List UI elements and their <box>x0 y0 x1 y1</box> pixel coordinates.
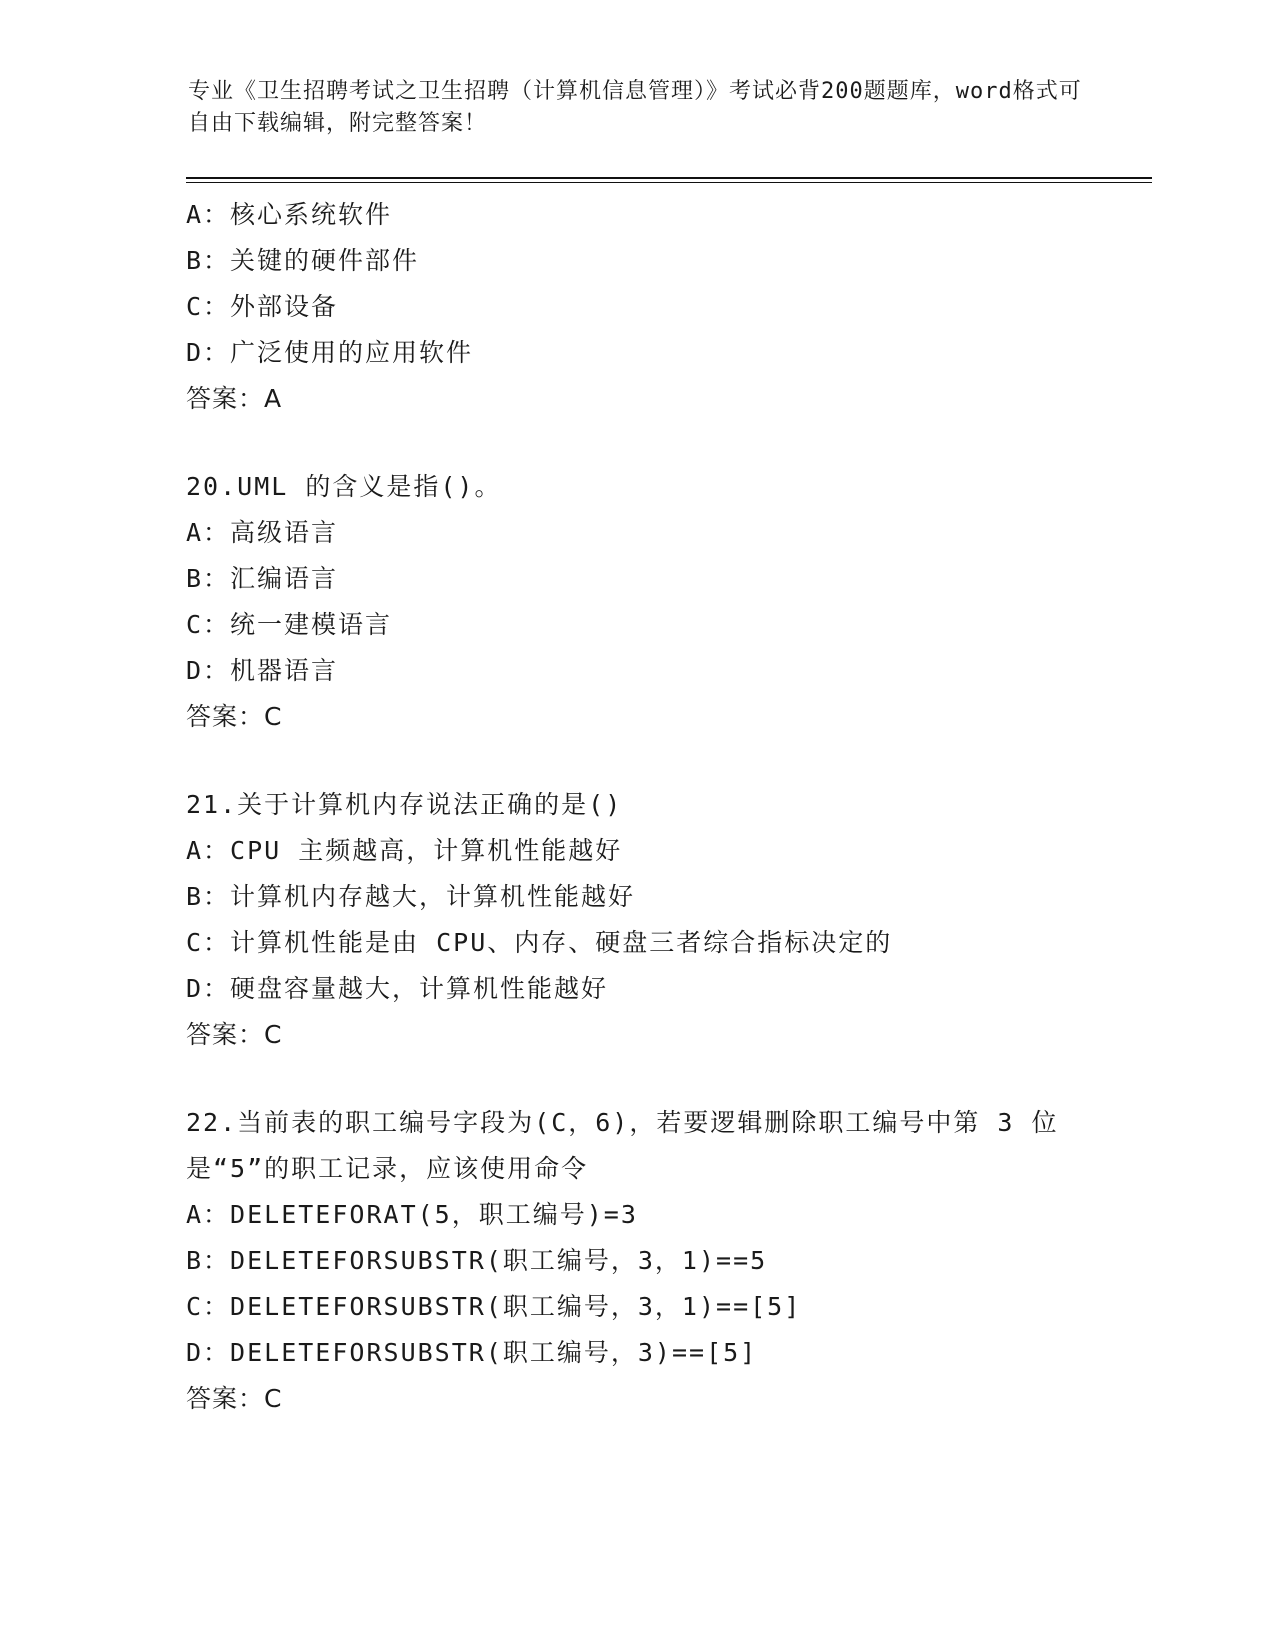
option-d: D：广泛使用的应用软件 <box>186 338 474 367</box>
option-b: B：关键的硬件部件 <box>186 246 420 275</box>
question-block-19 <box>186 192 1146 422</box>
question-block-22 <box>186 1100 1146 1422</box>
option-c: C：DELETEFORSUBSTR(职工编号，3，1)==[5] <box>186 1292 802 1321</box>
header-divider-thin <box>186 182 1152 183</box>
option-b: B：汇编语言 <box>186 564 339 593</box>
option-a: A：DELETEFORAT(5，职工编号)=3 <box>186 1200 638 1229</box>
answer-line: 答案：A <box>186 384 283 413</box>
question-title: 22.当前表的职工编号字段为(C，6)，若要逻辑删除职工编号中第 3 位是“5”的职工记录，应该使用命令 <box>186 1108 1059 1183</box>
option-d: D：机器语言 <box>186 656 339 685</box>
question-block-21 <box>186 782 1146 1058</box>
option-d: D：硬盘容量越大，计算机性能越好 <box>186 974 609 1003</box>
answer-line: 答案：C <box>186 702 283 731</box>
option-a: A：核心系统软件 <box>186 200 393 229</box>
option-c: C：统一建模语言 <box>186 610 393 639</box>
option-a: A：高级语言 <box>186 518 339 547</box>
answer-line: 答案：C <box>186 1384 283 1413</box>
option-b: B：DELETEFORSUBSTR(职工编号，3，1)==5 <box>186 1246 768 1275</box>
question-block-20 <box>186 464 1146 740</box>
answer-line: 答案：C <box>186 1020 283 1049</box>
option-d: D：DELETEFORSUBSTR(职工编号，3)==[5] <box>186 1338 758 1367</box>
option-b: B：计算机内存越大，计算机性能越好 <box>186 882 636 911</box>
question-list <box>186 192 1146 1422</box>
question-title: 21.关于计算机内存说法正确的是() <box>186 790 623 819</box>
header-divider-thick <box>186 177 1152 179</box>
question-title: 20.UML 的含义是指()。 <box>186 472 502 501</box>
option-c: C：计算机性能是由 CPU、内存、硬盘三者综合指标决定的 <box>186 928 893 957</box>
option-c: C：外部设备 <box>186 292 339 321</box>
option-a: A：CPU 主频越高，计算机性能越好 <box>186 836 623 865</box>
document-header: 专业《卫生招聘考试之卫生招聘（计算机信息管理）》考试必背200题题库，word格式可自由下载编辑，附完整答案！ <box>188 79 1082 136</box>
